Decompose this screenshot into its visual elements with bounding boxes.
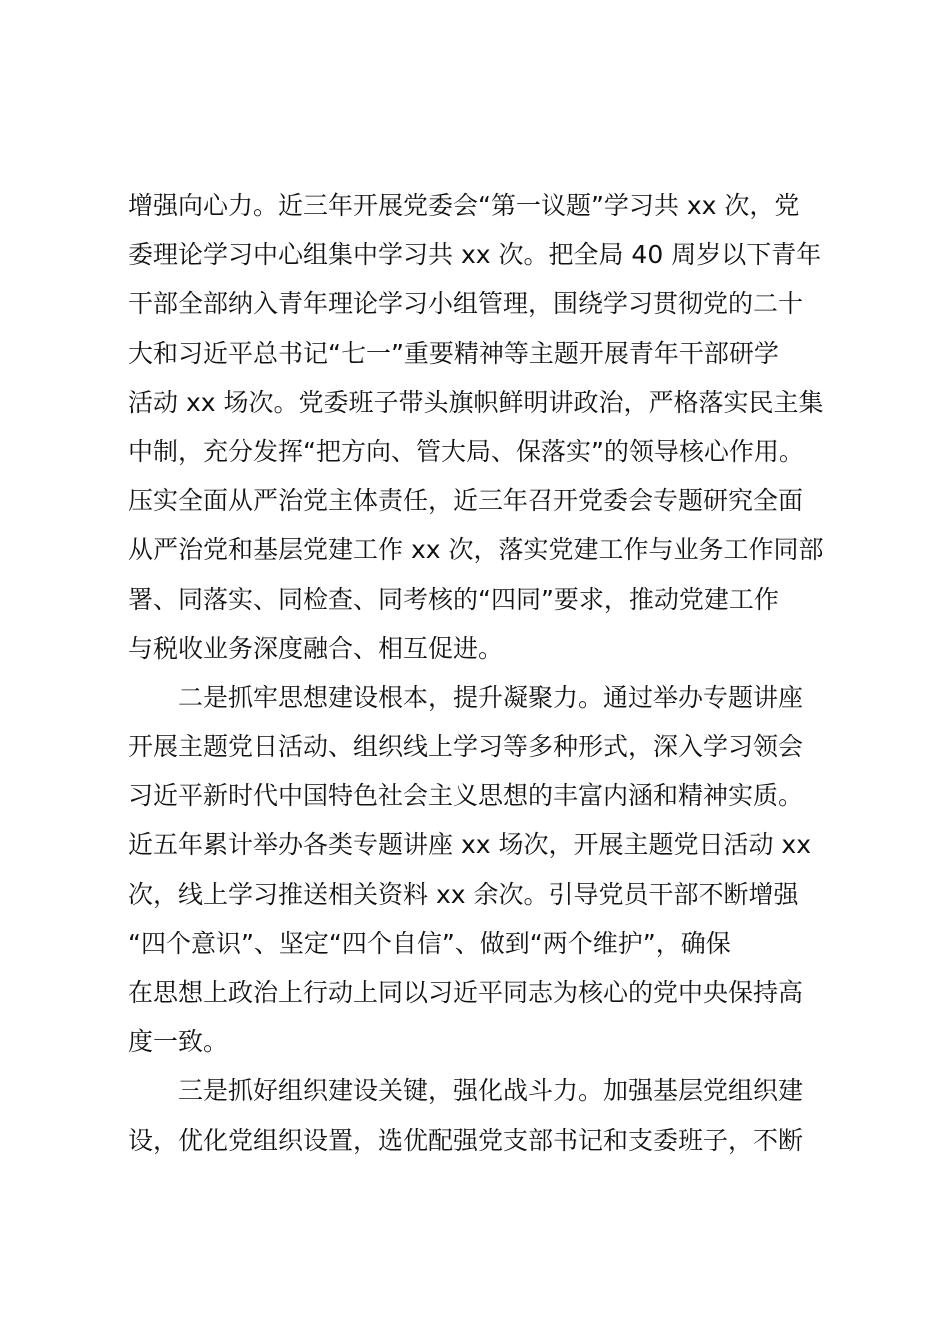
text-line: “四个意识”、坚定“四个自信”、做到“两个维护”，确保: [128, 928, 731, 958]
paragraph-3-heading-line: 三是抓好组织建设关键，强化战斗力。加强基层党组织建: [178, 1076, 804, 1106]
text-line: 活动 xx 场次。党委班子带头旗帜鲜明讲政治，严格落实民主集: [128, 387, 824, 417]
paragraph-2-heading-line: 二是抓牢思想建设根本，提升凝聚力。通过举办专题讲座: [178, 682, 804, 712]
text-line: 近五年累计举办各类专题讲座 xx 场次，开展主题党日活动 xx: [128, 830, 812, 860]
text-line: 度一致。: [128, 1027, 229, 1057]
text-line: 从严治党和基层党建工作 xx 次，落实党建工作与业务工作同部: [128, 535, 824, 565]
text-line: 署、同落实、同检查、同考核的“四同”要求，推动党建工作: [128, 584, 779, 614]
document-body: [128, 181, 844, 1165]
text-line: 设，优化党组织设置，选优配强党支部书记和支委班子，不断: [128, 1125, 804, 1155]
text-line: 中制，充分发挥“把方向、管大局、保落实”的领导核心作用。: [128, 436, 804, 466]
text-line: 次，线上学习推送相关资料 xx 余次。引导党员干部不断增强: [128, 879, 799, 909]
text-line: 在思想上政治上行动上同以习近平同志为核心的党中央保持高: [128, 978, 804, 1007]
text-line: 大和习近平总书记“七一”重要精神等主题开展青年干部研学: [128, 338, 779, 368]
text-line: 与税收业务深度融合、相互促进。: [128, 633, 504, 663]
text-line: 习近平新时代中国特色社会主义思想的丰富内涵和精神实质。: [128, 781, 804, 811]
text-line: 委理论学习中心组集中学习共 xx 次。把全局 40 周岁以下青年: [128, 240, 822, 270]
text-line: 开展主题党日活动、组织线上学习等多种形式，深入学习领会: [128, 732, 804, 762]
text-line: 干部全部纳入青年理论学习小组管理，围绕学习贯彻党的二十: [128, 289, 804, 319]
text-line: 增强向心力。近三年开展党委会“第一议题”学习共 xx 次，党: [128, 191, 800, 220]
text-line: 压实全面从严治党主体责任，近三年召开党委会专题研究全面: [128, 486, 804, 516]
